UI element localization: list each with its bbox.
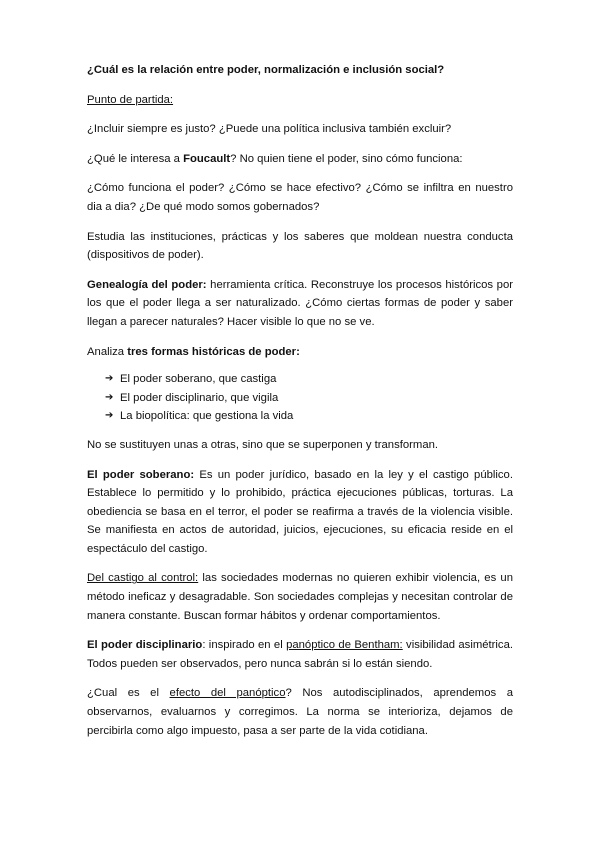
list-item-text: El poder disciplinario, que vigila [120,391,279,404]
arrow-right-icon: ➔ [105,373,114,385]
genealogy-term: Genealogía del poder: [87,278,207,291]
foucault-post: ? No quien tiene el poder, sino cómo funciona: [230,152,463,165]
list-item-text: El poder soberano, que castiga [120,373,277,386]
sovereign-text: Es un poder jurídico, basado en la ley y el castigo público. Establece lo permitido y lo prohibido, práctica ejecuciones públicas, torturas. La obediencia se basa en el terror, el poder se reafirma a través de la violencia visible. Se manifiesta en actos de autoridad, juicios, ejecuciones, su eficacia reside en el espectáculo del castigo. [87,468,513,555]
panoptic-pre: ¿Cual es el [87,687,170,700]
disciplinary-text: visibilidad asimétrica. Todos pueden ser observados, pero nunca sabrán si lo están siendo. [87,639,514,670]
text-column [87,61,513,740]
punish-control-term: Del castigo al control: [87,572,199,585]
sovereign-term: El poder soberano: [87,468,195,481]
genealogy-paragraph [87,276,513,332]
panoptic-term: efecto del panóptico [169,687,286,700]
panopticon-term: panóptico de Bentham: [286,639,403,652]
page-title: ¿Cuál es la relación entre poder, normalización e inclusión social? [87,64,445,76]
analyze-pre: Analiza [87,345,128,358]
foucault-pre: ¿Qué le interesa a [87,152,184,165]
disciplinary-mid: : inspirado en el [202,639,287,652]
sovereign-paragraph [87,466,513,559]
panoptic-effect-paragraph [87,684,513,740]
not-replace-paragraph: No se sustituyen unas a otras, sino que se superponen y transforman. [87,438,439,451]
punish-control-text: las sociedades modernas no quieren exhibir violencia, es un método ineficaz y desagradable. Son sociedades complejas y necesitan controlar de manera constante. Buscan formar hábitos y ordenar comportamientos. [87,572,513,622]
forms-list [87,370,513,426]
arrow-right-icon: ➔ [105,410,114,422]
foucault-paragraph [87,150,513,169]
disciplinary-paragraph [87,636,513,673]
analyze-bold: tres formas históricas de poder: [127,345,300,358]
genealogy-text: herramienta crítica. Reconstruye los procesos históricos por los que el poder llega a ser naturalizado. ¿Cómo ciertas formas de poder y saber llegan a parecer naturales? Hacer visible lo que no se ve. [87,278,514,328]
analyze-paragraph [87,343,513,362]
power-questions: ¿Cómo funciona el poder? ¿Cómo se hace efectivo? ¿Cómo se infiltra en nuestro dia a dia? ¿De qué modo somos gobernados? [87,182,513,213]
starting-point-heading: Punto de partida: [87,93,174,106]
disciplinary-term: El poder disciplinario [87,639,203,652]
arrow-right-icon: ➔ [105,391,114,403]
foucault-name: Foucault [183,152,231,165]
list-item [105,407,513,426]
list-item-text: La biopolítica: que gestiona la vida [120,410,294,423]
list-item [105,370,513,389]
panoptic-text: ? Nos autodisciplinados, aprendemos a observarnos, evaluarnos y corregimos. La norma se interioriza, dejamos de percibirla como algo impuesto, pasa a ser parte de la vida cotidiana. [87,687,513,737]
punish-control-paragraph [87,569,513,625]
list-item [105,389,513,408]
studies-paragraph: Estudia las instituciones, prácticas y los saberes que moldean nuestra conducta (dispositivos de poder). [87,230,513,262]
inclusion-question: ¿Incluir siempre es justo? ¿Puede una política inclusiva también excluir? [87,123,452,136]
